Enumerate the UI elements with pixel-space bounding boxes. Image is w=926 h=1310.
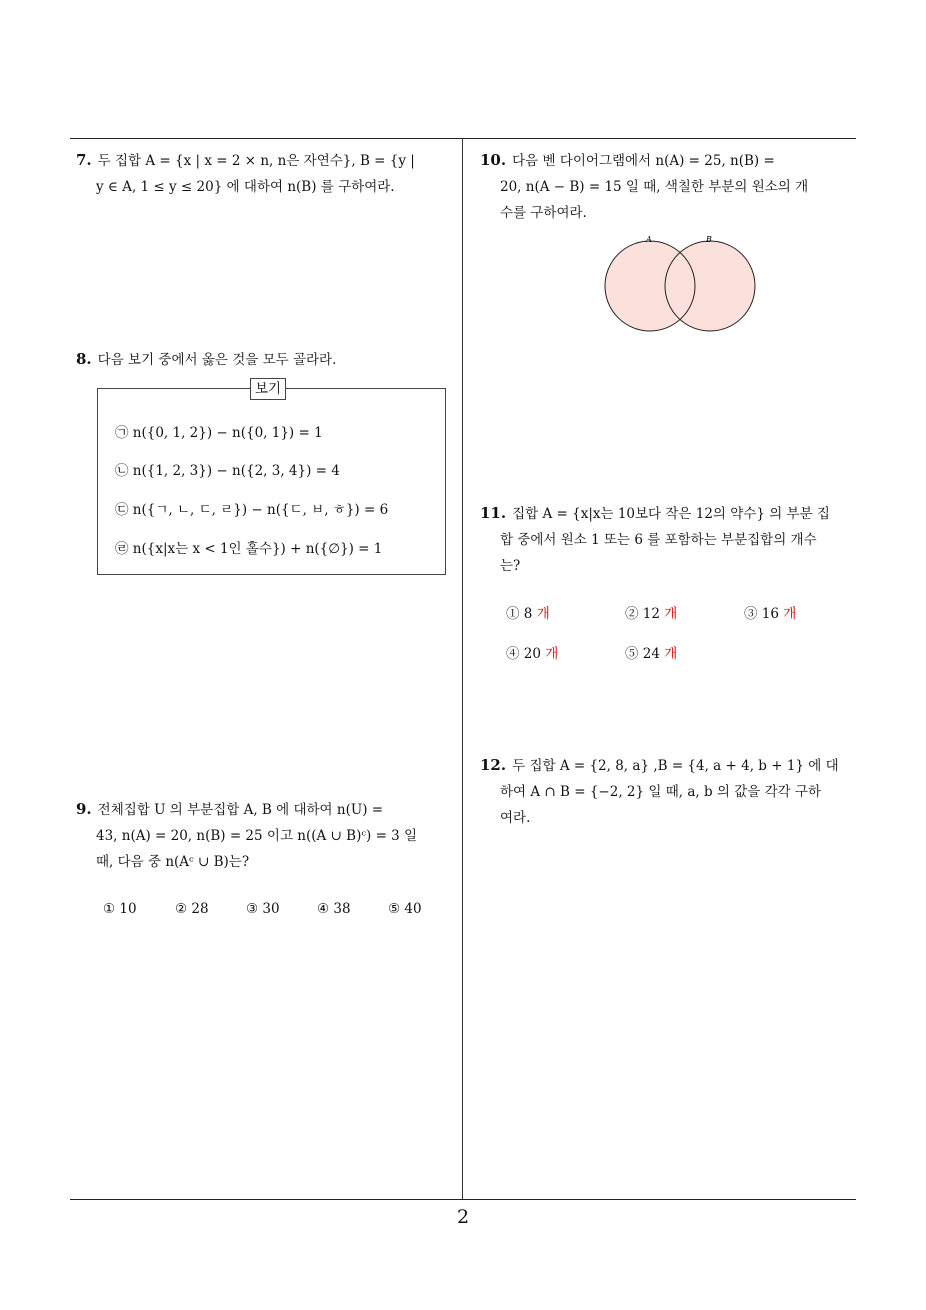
- problem-text: 는?: [500, 558, 521, 574]
- venn-label-b: B: [706, 235, 712, 244]
- bottom-rule: [70, 1199, 856, 1200]
- choice-option[interactable]: ④ 38: [317, 901, 351, 917]
- choice-mark: ③: [744, 606, 758, 622]
- problem-number: 9.: [76, 800, 92, 818]
- problem-text: 수를 구하여라.: [500, 205, 587, 221]
- choice-unit: 개: [783, 606, 797, 622]
- problem-text: 합 중에서 원소 1 또는 6 를 포함하는 부분집합의 개수: [500, 532, 817, 548]
- column-divider: [462, 138, 463, 1200]
- problem-number: 11.: [480, 504, 507, 522]
- problem-11: [480, 500, 860, 579]
- choice-mark: ②: [625, 606, 639, 622]
- choice-value: 12: [642, 606, 660, 622]
- problem-7: [76, 147, 456, 200]
- choice-option[interactable]: ② 28: [175, 901, 209, 917]
- page-number: 2: [456, 1206, 470, 1228]
- choice-option[interactable]: [625, 602, 677, 622]
- problem-number: 7.: [76, 151, 92, 169]
- venn-diagram: [596, 232, 766, 332]
- choice-option[interactable]: [744, 602, 796, 622]
- choice-value: 20: [523, 646, 541, 662]
- bogi-item: ㉠ n({0, 1, 2}) − n({0, 1}) = 1: [115, 425, 323, 441]
- problem-text: 집합 A = {x|x는 10보다 작은 12의 약수} 의 부분 집: [512, 506, 830, 522]
- problem-text: 전체집합 U 의 부분집합 A, B 에 대하여 n(U) =: [97, 802, 384, 818]
- bogi-item: ㉣ n({x|x는 x < 1인 홀수}) + n({∅}) = 1: [115, 541, 383, 557]
- problem-number: 12.: [480, 756, 507, 774]
- top-rule: [70, 138, 856, 139]
- problem-number: 10.: [480, 151, 507, 169]
- problem-number: 8.: [76, 350, 92, 368]
- choice-unit: 개: [664, 646, 678, 662]
- problem-text: 다음 벤 다이어그램에서 n(A) = 25, n(B) =: [512, 153, 775, 169]
- choice-option[interactable]: ⑤ 40: [388, 901, 422, 917]
- choice-mark: ⑤: [625, 646, 639, 662]
- problem-10: [480, 147, 860, 226]
- problem-text: 여라.: [500, 810, 531, 826]
- problem-text: 20, n(A − B) = 15 일 때, 색칠한 부분의 원소의 개: [500, 179, 809, 195]
- bogi-title: 보기: [250, 378, 286, 400]
- choice-value: 8: [523, 606, 533, 622]
- choice-option[interactable]: ① 10: [103, 901, 137, 917]
- venn-label-a: A: [646, 235, 652, 244]
- choice-option[interactable]: [506, 642, 558, 662]
- problem-text: 43, n(A) = 20, n(B) = 25 이고 n((A ∪ B)ᶜ) = 3 일: [96, 828, 418, 844]
- choice-unit: 개: [664, 606, 678, 622]
- problem-text: 두 집합 A = {2, 8, a} ,B = {4, a + 4, b + 1} 에 대: [512, 758, 839, 774]
- problem-12: [480, 752, 860, 831]
- problem-text: 때, 다음 중 n(Aᶜ ∪ B)는?: [96, 854, 250, 870]
- choice-value: 16: [761, 606, 779, 622]
- choice-option[interactable]: [506, 602, 550, 622]
- problem-8: [76, 346, 456, 373]
- problem-9: [76, 796, 456, 875]
- choice-unit: 개: [536, 606, 550, 622]
- bogi-item: ㉡ n({1, 2, 3}) − n({2, 3, 4}) = 4: [115, 463, 340, 479]
- choice-option[interactable]: ③ 30: [246, 901, 280, 917]
- problem-text: 다음 보기 중에서 옳은 것을 모두 골라라.: [97, 352, 337, 368]
- choice-unit: 개: [545, 646, 559, 662]
- problem-text: 하여 A ∩ B = {−2, 2} 일 때, a, b 의 값을 각각 구하: [500, 784, 822, 800]
- choice-value: 24: [642, 646, 660, 662]
- problem-text: y ∈ A, 1 ≤ y ≤ 20} 에 대하여 n(B) 를 구하여라.: [96, 179, 395, 195]
- choice-mark: ④: [506, 646, 520, 662]
- problem-text: 두 집합 A = {x | x = 2 × n, n은 자연수}, B = {y |: [97, 153, 415, 169]
- bogi-item: ㉢ n({ㄱ, ㄴ, ㄷ, ㄹ}) − n({ㄷ, ㅂ, ㅎ}) = 6: [115, 502, 389, 518]
- choice-option[interactable]: [625, 642, 677, 662]
- choice-mark: ①: [506, 606, 520, 622]
